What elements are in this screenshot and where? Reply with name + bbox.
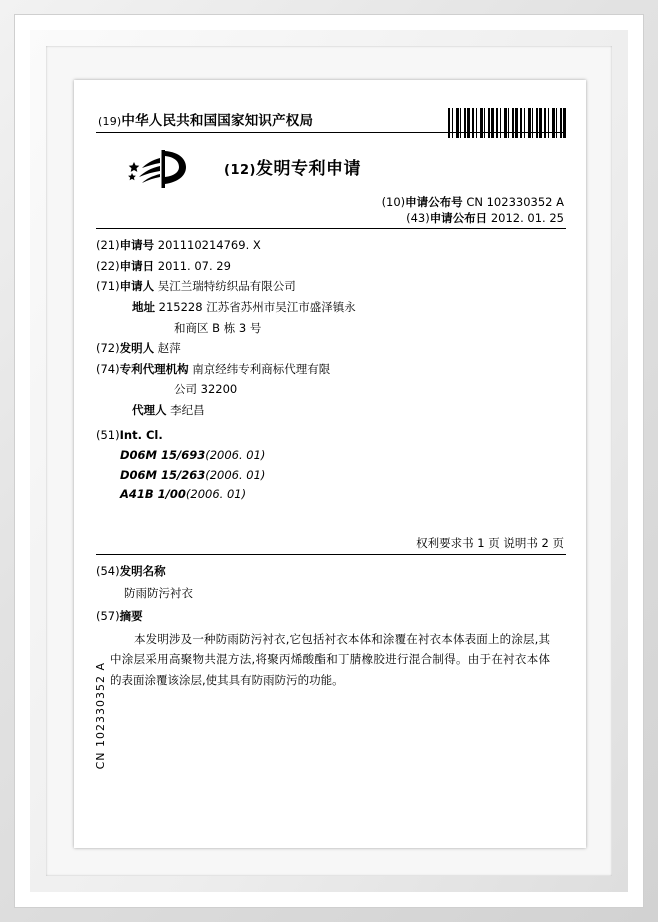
field-code: (21): [96, 238, 120, 252]
patent-document-page: [74, 80, 586, 848]
address-value: 215228 江苏省苏州市吴江市盛泽镇永: [158, 299, 356, 314]
field-abstract-heading: [96, 607, 566, 627]
bibliographic-fields: [96, 236, 566, 505]
field-label: Int. Cl.: [119, 427, 163, 442]
ipc-version: (2006. 01): [205, 467, 266, 482]
field-code: (71): [96, 279, 120, 294]
document-content: [96, 102, 566, 826]
field-label: 发明人: [119, 341, 155, 356]
field-agency: [96, 360, 566, 379]
field-code: (54): [96, 564, 120, 578]
publication-date-label: 申请公布日: [429, 211, 488, 225]
field-application-number: [96, 236, 566, 255]
field-code: (57): [96, 609, 120, 624]
publication-number-code: (10): [381, 195, 406, 209]
field-invention-title: [96, 562, 566, 582]
publication-number-line: [382, 194, 564, 210]
field-code: (74): [96, 361, 120, 376]
title-text: 发明专利申请: [255, 159, 361, 179]
biblio-divider: [96, 228, 566, 229]
field-code: (51): [96, 427, 120, 442]
field-value: 赵萍: [157, 341, 181, 356]
publication-number-value: CN 102330352 A: [466, 195, 564, 209]
abstract-divider: [96, 554, 566, 555]
side-publication-code: CN 102330352 A: [94, 662, 107, 770]
office-name: 中华人民共和国国家知识产权局: [121, 113, 314, 129]
agent-label: 代理人: [132, 403, 167, 417]
field-applicant: [96, 277, 566, 296]
invention-section: [96, 562, 566, 690]
ipc-class: D06M 15/693: [120, 448, 206, 463]
agency-value-continued: 公司 32200: [174, 382, 238, 397]
publication-date-code: (43): [406, 211, 430, 225]
field-code: (72): [96, 341, 120, 356]
field-label: 发明名称: [119, 564, 166, 578]
header-divider: [96, 132, 566, 133]
sipo-logo-icon: [124, 146, 200, 192]
title-code: (12): [224, 163, 256, 178]
address-value-continued: 和商区 B 栋 3 号: [174, 320, 262, 335]
ipc-class-item: [96, 466, 566, 486]
publication-number-label: 申请公布号: [405, 195, 463, 209]
applicant-address-line-1: [96, 298, 566, 317]
barcode: [448, 108, 566, 138]
ipc-class-item: [96, 446, 566, 466]
issuing-office: [98, 109, 313, 129]
field-value: 201110214769. X: [157, 238, 261, 252]
field-ipc: [96, 426, 566, 445]
ipc-version: (2006. 01): [205, 448, 266, 463]
invention-name: 防雨防污衬衣: [124, 585, 193, 600]
ipc-version: (2006. 01): [185, 487, 247, 502]
field-value: 2011. 07. 29: [157, 258, 231, 273]
ipc-class: D06M 15/263: [120, 467, 206, 482]
field-label: 申请号: [119, 238, 155, 252]
address-label: 地址: [132, 299, 155, 314]
field-label: 申请人: [119, 279, 155, 294]
office-code: (19): [98, 115, 122, 128]
publication-date-value: 2012. 01. 25: [490, 211, 564, 225]
applicant-address-line-2: [96, 319, 566, 338]
field-label: 专利代理机构: [119, 361, 189, 376]
agency-line-2: [96, 380, 566, 399]
field-label: 申请日: [119, 258, 155, 273]
agent-value: 李纪昌: [170, 403, 205, 417]
field-application-date: [96, 257, 566, 276]
page-title: [224, 154, 361, 179]
field-value: 吴江兰瑞特纺织品有限公司: [157, 279, 296, 294]
field-code: (22): [96, 258, 120, 273]
field-value: 南京经纬专利商标代理有限: [192, 361, 331, 376]
page-counts: 权利要求书 1 页 说明书 2 页: [416, 536, 564, 550]
publication-date-line: [406, 210, 564, 226]
field-agent: [96, 401, 566, 420]
field-label: 摘要: [119, 609, 143, 624]
ipc-class-item: [96, 485, 566, 505]
abstract-text: 本发明涉及一种防雨防污衬衣,它包括衬衣本体和涂覆在衬衣本体表面上的涂层,其中涂层采用高聚物共混方法,将聚丙烯酸酯和丁腈橡胶进行混合制得。由于在衬衣本体的表面涂覆该涂层,使其具有防雨防污的功能。: [110, 631, 550, 687]
title-block: [96, 140, 566, 192]
field-inventor: [96, 339, 566, 358]
ipc-class: A41B 1/00: [120, 487, 186, 502]
